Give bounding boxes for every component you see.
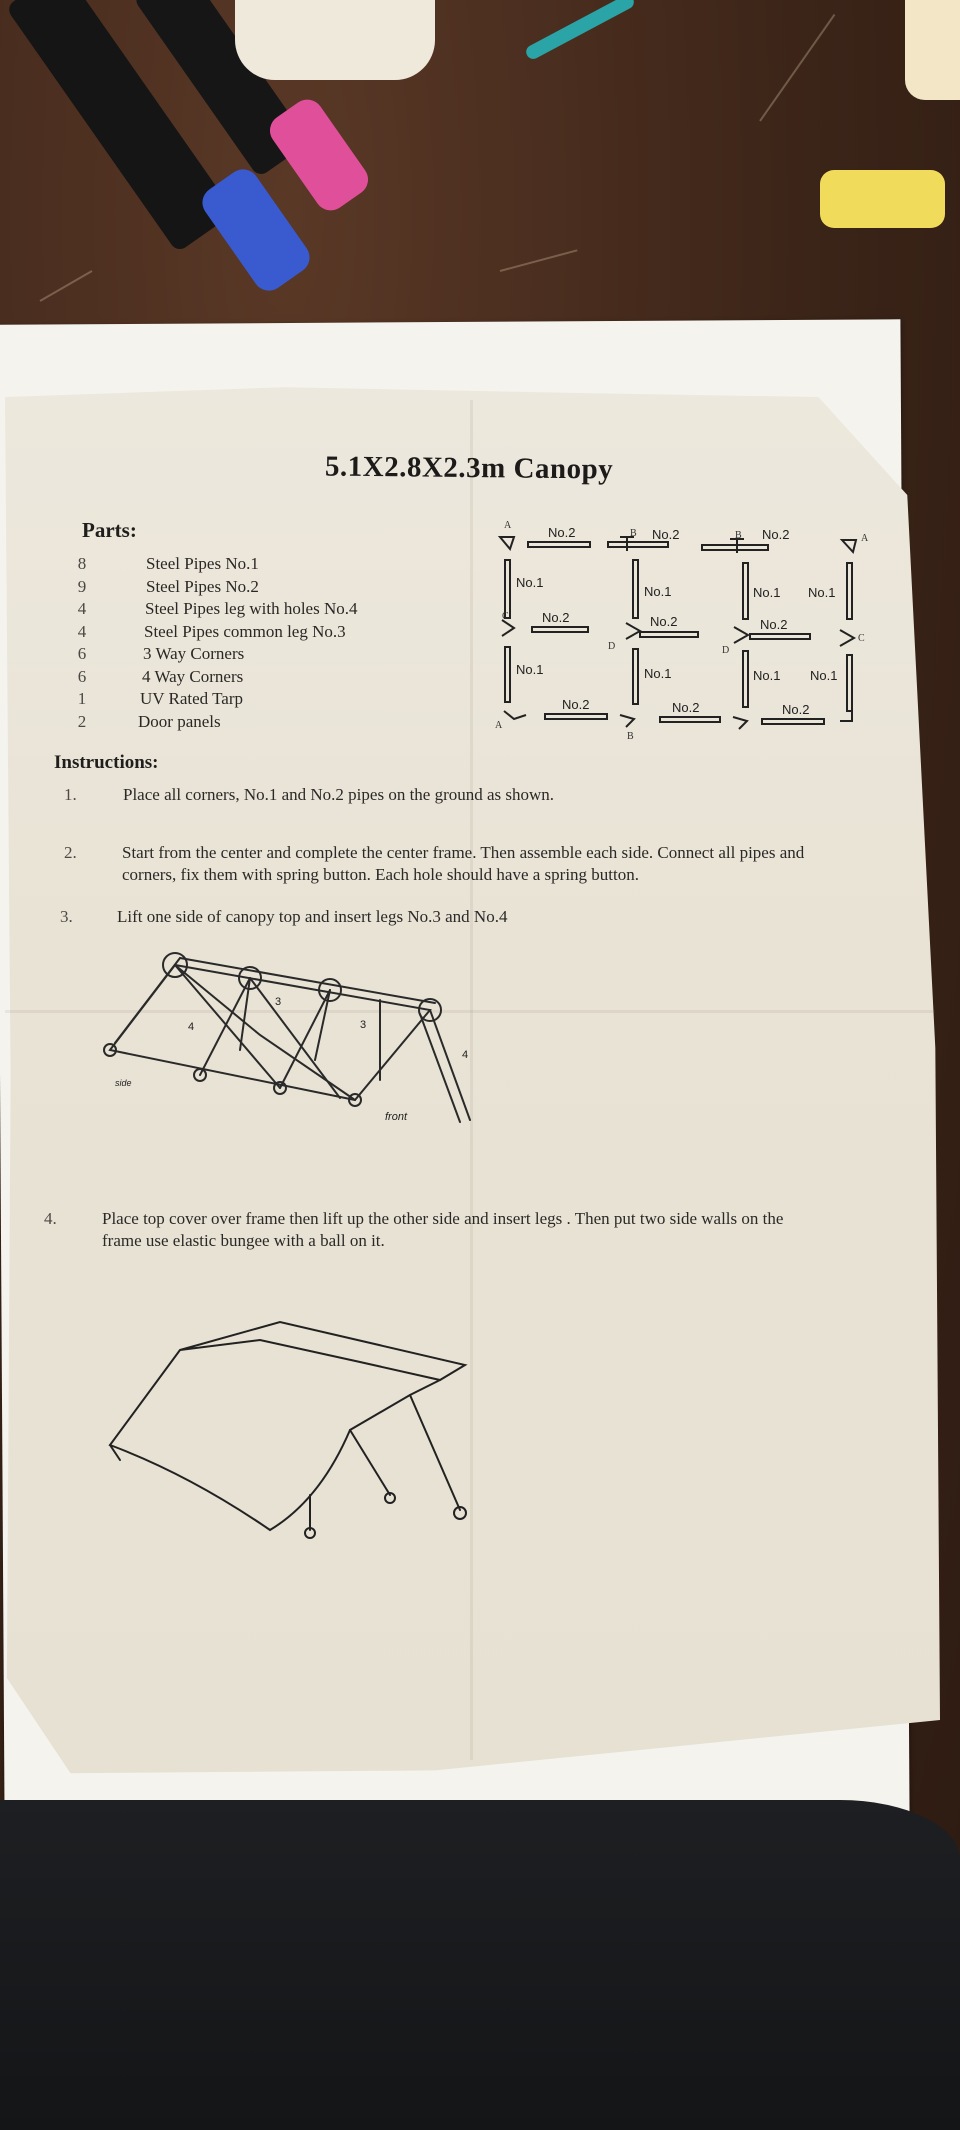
front-label: front <box>385 1111 408 1123</box>
pipe-no1 <box>743 563 748 619</box>
leg-number-label: 3 <box>275 996 282 1008</box>
label-no1: No.1 <box>644 666 672 681</box>
part-quantity: 4 <box>77 599 87 618</box>
pipe-no2 <box>762 719 824 724</box>
part-quantity: 2 <box>77 711 87 731</box>
corner-connector <box>626 623 640 639</box>
pipe-no2 <box>660 717 720 722</box>
corner-label-d: D <box>722 645 730 656</box>
corner-label-c: C <box>858 633 865 644</box>
step-text: frame use elastic bungee with a ball on it. <box>102 1231 385 1250</box>
step-text: Lift one side of canopy top and insert legs No.3 and No.4 <box>117 907 508 926</box>
part-row <box>70 622 430 645</box>
leg <box>410 1395 460 1510</box>
pipe-no1 <box>505 647 510 702</box>
label-no2: No.2 <box>562 697 590 712</box>
leg-number-label: 4 <box>188 1021 195 1033</box>
label-no1: No.1 <box>753 668 781 683</box>
part-name: 3 Way Corners <box>143 644 245 663</box>
part-row <box>70 554 430 577</box>
instruction-step <box>44 1208 924 1258</box>
pipe-no1 <box>847 563 852 619</box>
label-no1: No.1 <box>810 668 838 683</box>
corner-connector <box>840 711 852 721</box>
step-text: Start from the center and complete the center frame. Then assemble each side. Connect all pipes and <box>122 843 805 862</box>
corner-label-a: A <box>495 720 503 731</box>
corner-label-c: C <box>502 611 509 622</box>
label-no2: No.2 <box>672 700 700 715</box>
leg-number-label: 3 <box>360 1019 367 1031</box>
pipe-no2 <box>532 627 588 632</box>
part-quantity: 6 <box>77 644 87 663</box>
label-no1: No.1 <box>516 575 544 590</box>
step-text: corners, fix them with spring button. Each hole should have a spring button. <box>122 865 639 884</box>
corner-connector <box>502 620 514 636</box>
paper-box <box>235 0 435 80</box>
instruction-step <box>60 906 880 932</box>
label-no2: No.2 <box>542 610 570 625</box>
corner-connector <box>842 540 856 552</box>
step-number: 4. <box>44 1209 57 1228</box>
part-quantity: 6 <box>77 666 87 686</box>
corner-label-b: B <box>627 731 634 742</box>
part-name: Door panels <box>138 711 221 731</box>
corner-label-d: D <box>608 641 616 652</box>
corner-label-a: A <box>504 520 512 531</box>
pipe-no1 <box>505 560 510 618</box>
part-name: UV Rated Tarp <box>140 689 243 708</box>
pipe-no2 <box>545 714 607 719</box>
corner-label-b: B <box>735 530 742 541</box>
instruction-step <box>64 784 884 810</box>
frame-assembly-illustration <box>100 930 500 1130</box>
part-row <box>70 644 430 667</box>
part-quantity: 8 <box>77 554 87 573</box>
corner-label-a: A <box>861 533 869 544</box>
part-quantity: 9 <box>77 576 87 596</box>
leg <box>430 1010 470 1120</box>
corner-connector <box>734 627 748 643</box>
pipe-no2 <box>528 542 590 547</box>
instructions-heading: Instructions: <box>54 752 159 773</box>
label-no2: No.2 <box>650 614 678 629</box>
label-no2: No.2 <box>760 617 788 632</box>
paper-box <box>905 0 960 100</box>
step-number: 2. <box>64 843 77 862</box>
side-label: side <box>115 1078 132 1088</box>
corner-connector <box>620 715 634 727</box>
label-no2: No.2 <box>548 525 576 540</box>
parts-list <box>70 554 430 734</box>
part-name: 4 Way Corners <box>142 666 244 686</box>
corner-connector <box>620 537 634 551</box>
label-no1: No.1 <box>644 584 672 599</box>
step-number: 3. <box>60 907 73 926</box>
pipe-no2 <box>608 542 668 547</box>
part-row <box>70 599 430 622</box>
pipe-no1 <box>743 651 748 707</box>
step-number: 1. <box>64 785 77 804</box>
parts-heading: Parts: <box>82 518 137 542</box>
part-row <box>70 667 430 690</box>
pipe-no1 <box>633 649 638 704</box>
leg <box>420 1014 460 1122</box>
pipe-no2 <box>640 632 698 637</box>
step-text: Place top cover over frame then lift up the other side and insert legs . Then put two side walls on the <box>102 1209 784 1228</box>
part-quantity: 4 <box>77 621 87 641</box>
label-no1: No.1 <box>753 585 781 600</box>
label-no1: No.1 <box>516 662 544 677</box>
part-row <box>70 689 430 712</box>
leg <box>350 1430 390 1495</box>
corner-connector <box>504 711 526 719</box>
yellow-marker <box>820 170 945 228</box>
label-no2: No.2 <box>782 702 810 717</box>
part-name: Steel Pipes common leg No.3 <box>144 621 346 641</box>
part-row <box>70 712 430 735</box>
dark-cloth <box>0 1800 960 2130</box>
label-no1: No.1 <box>808 585 836 600</box>
corner-connector <box>500 537 514 549</box>
corner-connector <box>840 630 854 646</box>
frame-layout-diagram <box>490 515 870 742</box>
cover-top <box>180 1322 465 1380</box>
pipe-no2 <box>750 634 810 639</box>
corner-label-b: B <box>630 528 637 539</box>
canopy-cover-illustration <box>80 1300 500 1560</box>
part-name: Steel Pipes No.1 <box>146 554 259 573</box>
corner-connector <box>733 717 747 729</box>
part-row <box>70 577 430 600</box>
step-text: Place all corners, No.1 and No.2 pipes on the ground as shown. <box>123 785 555 804</box>
pipe-no1 <box>633 560 638 618</box>
pipe-no2 <box>702 545 768 550</box>
instruction-step <box>64 842 904 892</box>
part-quantity: 1 <box>77 689 87 708</box>
pipe-no1 <box>847 655 852 711</box>
leg-number-label: 4 <box>462 1049 469 1061</box>
label-no2: No.2 <box>762 527 790 542</box>
page-title: 5.1X2.8X2.3m Canopy <box>324 450 614 486</box>
part-name: Steel Pipes leg with holes No.4 <box>145 599 358 618</box>
label-no2: No.2 <box>652 527 680 542</box>
part-name: Steel Pipes No.2 <box>146 576 259 596</box>
